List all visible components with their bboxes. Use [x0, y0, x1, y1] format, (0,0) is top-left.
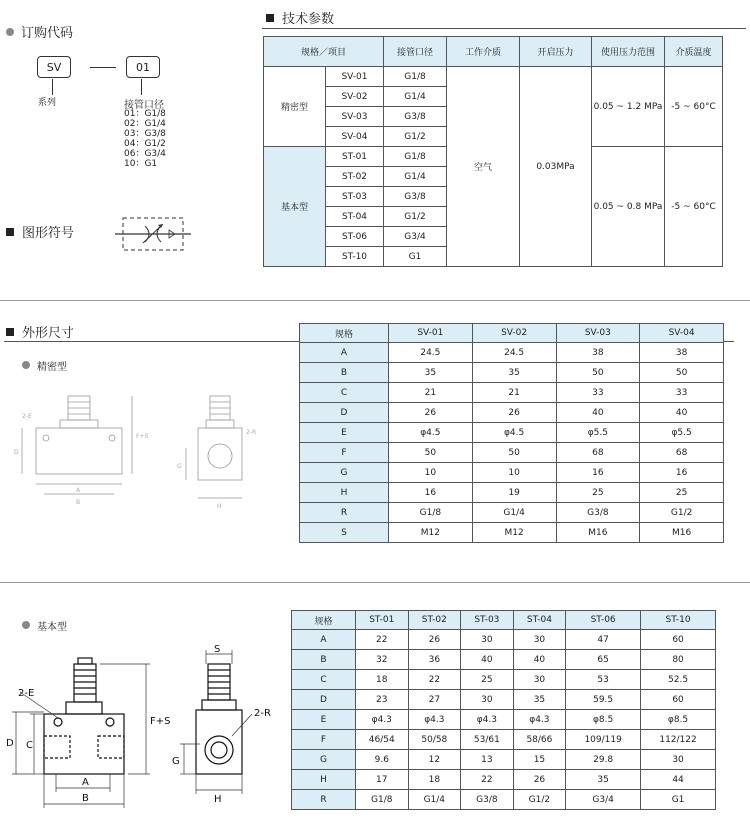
table-cell: 50 [389, 443, 473, 463]
table-header: ST-06 [566, 611, 641, 630]
basic-outline-drawing [0, 640, 290, 820]
table-cell: 29.8 [566, 750, 641, 770]
table-cell: φ8.5 [641, 710, 716, 730]
table-header: SV-04 [640, 324, 724, 343]
table-cell: G3/4 [384, 227, 447, 247]
table-cell: φ4.3 [356, 710, 409, 730]
table-cell: 26 [472, 403, 556, 423]
table-cell: G1/8 [389, 503, 473, 523]
range-basic-cell: 0.05 ~ 0.8 MPa [592, 147, 665, 267]
callout-label: 2-E [18, 688, 35, 699]
table-cell: 40 [640, 403, 724, 423]
table-cell: 24.5 [472, 343, 556, 363]
table-cell: 27 [408, 690, 461, 710]
table-cell: 30 [461, 690, 514, 710]
table-cell: ST-10 [326, 247, 384, 267]
table-cell: G1/2 [513, 790, 566, 810]
crack-pressure-cell: 0.03MPa [520, 67, 592, 267]
group-precise: 精密型 [264, 67, 326, 147]
table-cell: 25 [461, 670, 514, 690]
table-cell: 19 [472, 483, 556, 503]
table-cell: G3/8 [384, 107, 447, 127]
table-cell: 60 [641, 690, 716, 710]
divider [262, 28, 746, 29]
table-cell: φ4.3 [513, 710, 566, 730]
dim-label-h: H [214, 794, 222, 805]
table-cell: A [292, 630, 356, 650]
table-cell: G3/8 [461, 790, 514, 810]
table-cell: M12 [472, 523, 556, 543]
table-cell: C [292, 670, 356, 690]
table-header: ST-03 [461, 611, 514, 630]
dim-label-d: D [6, 738, 14, 749]
table-cell: φ4.3 [408, 710, 461, 730]
table-cell: 112/122 [641, 730, 716, 750]
table-header: 规格 [292, 611, 356, 630]
table-cell: φ8.5 [566, 710, 641, 730]
table-cell: φ5.5 [640, 423, 724, 443]
table-cell: 33 [556, 383, 640, 403]
dim-label-s: S [214, 644, 221, 655]
tech-heading: 技术参数 [266, 8, 334, 27]
table-cell: G3/4 [566, 790, 641, 810]
table-cell: 24.5 [389, 343, 473, 363]
dim-label-g: G [177, 463, 182, 470]
table-cell: 16 [389, 483, 473, 503]
bullet-icon [6, 328, 14, 336]
table-cell: 30 [641, 750, 716, 770]
tech-params-table [263, 36, 723, 267]
table-cell: M16 [640, 523, 724, 543]
table-cell: 50 [640, 363, 724, 383]
dim-label-b: B [76, 499, 81, 506]
code-connector [90, 67, 116, 68]
table-cell: 40 [556, 403, 640, 423]
table-cell: 22 [356, 630, 409, 650]
temp-precise-cell: -5 ~ 60°C [665, 67, 723, 147]
group-basic: 基本型 [264, 147, 326, 267]
table-cell: 16 [556, 463, 640, 483]
table-cell: G1/4 [384, 87, 447, 107]
flow-control-symbol-icon [115, 210, 191, 256]
table-cell: φ4.5 [389, 423, 473, 443]
dim-label-g: G [172, 756, 180, 767]
table-cell: 50 [556, 363, 640, 383]
table-cell: 65 [566, 650, 641, 670]
dim-label-f: F+S [150, 716, 171, 727]
table-cell: 26 [513, 770, 566, 790]
table-cell: A [300, 343, 389, 363]
table-cell: ST-06 [326, 227, 384, 247]
port-option: 04：G1/2 [124, 139, 166, 149]
table-cell: ST-03 [326, 187, 384, 207]
table-cell: SV-02 [326, 87, 384, 107]
table-cell: φ5.5 [556, 423, 640, 443]
table-cell: 40 [461, 650, 514, 670]
order-code-heading: 订购代码 [6, 22, 73, 41]
table-cell: 25 [556, 483, 640, 503]
dim-label-a: A [76, 487, 81, 494]
table-cell: 53/61 [461, 730, 514, 750]
port-code-box: 01 [126, 56, 160, 78]
bullet-icon [266, 14, 274, 22]
table-cell: G1/2 [384, 127, 447, 147]
table-header: SV-02 [472, 324, 556, 343]
table-cell: ST-01 [326, 147, 384, 167]
series-code-box: SV [37, 56, 71, 78]
table-cell: 21 [389, 383, 473, 403]
table-cell: 10 [472, 463, 556, 483]
bullet-icon [6, 28, 14, 36]
table-cell: G1/4 [408, 790, 461, 810]
table-cell: 16 [640, 463, 724, 483]
table-cell: 18 [356, 670, 409, 690]
table-cell: 35 [566, 770, 641, 790]
table-cell: 17 [356, 770, 409, 790]
port-option: 01：G1/8 [124, 109, 166, 119]
table-cell: 26 [389, 403, 473, 423]
table-cell: 35 [513, 690, 566, 710]
table-cell: 68 [640, 443, 724, 463]
table-cell: G1/8 [384, 147, 447, 167]
table-cell: B [300, 363, 389, 383]
table-header: ST-10 [641, 611, 716, 630]
section-divider [0, 582, 750, 583]
table-cell: SV-04 [326, 127, 384, 147]
table-header: 介质温度 [665, 37, 723, 67]
dims-heading: 外形尺寸 [6, 322, 74, 341]
dim-label-a: A [82, 777, 89, 788]
table-cell: 30 [513, 630, 566, 650]
port-option: 02：G1/4 [124, 119, 166, 129]
precise-outline-drawing [14, 388, 274, 518]
sv-dimensions-table [299, 323, 724, 543]
table-cell: G1/2 [384, 207, 447, 227]
callout-label: 2-R [246, 429, 257, 436]
section-divider [0, 300, 750, 301]
bullet-icon [22, 621, 30, 629]
table-cell: 52.5 [641, 670, 716, 690]
symbol-heading: 图形符号 [6, 222, 74, 241]
table-cell: 33 [640, 383, 724, 403]
temp-basic-cell: -5 ~ 60°C [665, 147, 723, 267]
table-header: SV-01 [389, 324, 473, 343]
table-cell: 58/66 [513, 730, 566, 750]
table-cell: 13 [461, 750, 514, 770]
medium-cell: 空气 [447, 67, 520, 267]
table-header: 开启压力 [520, 37, 592, 67]
port-option: 06：G3/4 [124, 149, 166, 159]
table-cell: 59.5 [566, 690, 641, 710]
callout-label: 2-R [254, 708, 271, 719]
table-cell: φ4.3 [461, 710, 514, 730]
table-cell: G1/4 [384, 167, 447, 187]
table-cell: C [300, 383, 389, 403]
table-cell: 26 [408, 630, 461, 650]
table-cell: G1 [641, 790, 716, 810]
table-cell: D [292, 690, 356, 710]
table-cell: 50 [472, 443, 556, 463]
table-cell: E [300, 423, 389, 443]
table-cell: φ4.5 [472, 423, 556, 443]
table-cell: M12 [389, 523, 473, 543]
dim-label-b: B [82, 793, 89, 804]
table-cell: 40 [513, 650, 566, 670]
table-cell: 44 [641, 770, 716, 790]
table-cell: G1/8 [356, 790, 409, 810]
port-label: 接管口径 [124, 100, 164, 111]
table-cell: 12 [408, 750, 461, 770]
table-cell: 22 [408, 670, 461, 690]
table-cell: 46/54 [356, 730, 409, 750]
table-header: 工作介质 [447, 37, 520, 67]
table-cell: H [300, 483, 389, 503]
table-cell: 22 [461, 770, 514, 790]
table-cell: 35 [389, 363, 473, 383]
port-option: 10：G1 [124, 159, 158, 169]
table-cell: G1/8 [384, 67, 447, 87]
basic-subheading: 基本型 [22, 618, 67, 633]
table-cell: 36 [408, 650, 461, 670]
table-cell: 38 [640, 343, 724, 363]
table-cell: 21 [472, 383, 556, 403]
table-header: SV-03 [556, 324, 640, 343]
table-cell: E [292, 710, 356, 730]
table-header: ST-04 [513, 611, 566, 630]
table-header: 规格／项目 [264, 37, 384, 67]
table-header: ST-01 [356, 611, 409, 630]
table-cell: B [292, 650, 356, 670]
table-cell: 15 [513, 750, 566, 770]
table-cell: R [292, 790, 356, 810]
dim-label-h: H [217, 503, 222, 510]
table-cell: ST-02 [326, 167, 384, 187]
dim-label-f: F+S [136, 433, 149, 440]
range-precise-cell: 0.05 ~ 1.2 MPa [592, 67, 665, 147]
table-cell: S [300, 523, 389, 543]
table-cell: 53 [566, 670, 641, 690]
table-cell: 30 [461, 630, 514, 650]
port-options-list [124, 109, 166, 169]
table-cell: 25 [640, 483, 724, 503]
dim-label-c: C [26, 740, 33, 751]
table-cell: 18 [408, 770, 461, 790]
table-header: 接管口径 [384, 37, 447, 67]
table-cell: G1/2 [640, 503, 724, 523]
series-leader [52, 79, 53, 95]
table-cell: G1 [384, 247, 447, 267]
table-cell: G1/4 [472, 503, 556, 523]
table-cell: R [300, 503, 389, 523]
table-cell: 109/119 [566, 730, 641, 750]
table-cell: 60 [641, 630, 716, 650]
table-cell: 32 [356, 650, 409, 670]
series-label: 系列 [38, 98, 57, 108]
table-cell: 50/58 [408, 730, 461, 750]
table-cell: M16 [556, 523, 640, 543]
table-cell: 10 [389, 463, 473, 483]
table-cell: 68 [556, 443, 640, 463]
table-cell: ST-04 [326, 207, 384, 227]
table-cell: F [300, 443, 389, 463]
table-cell: SV-03 [326, 107, 384, 127]
dim-label-d: D [14, 449, 19, 456]
table-cell: 47 [566, 630, 641, 650]
table-cell: G [292, 750, 356, 770]
port-leader [141, 79, 142, 95]
table-cell: 30 [513, 670, 566, 690]
table-cell: G [300, 463, 389, 483]
table-header: 使用压力范围 [592, 37, 665, 67]
table-cell: 35 [472, 363, 556, 383]
precise-subheading: 精密型 [22, 358, 67, 373]
port-option: 03：G3/8 [124, 129, 166, 139]
table-cell: F [292, 730, 356, 750]
table-cell: D [300, 403, 389, 423]
table-cell: 38 [556, 343, 640, 363]
table-cell: SV-01 [326, 67, 384, 87]
callout-label: 2-E [22, 413, 32, 420]
bullet-icon [6, 228, 14, 236]
table-cell: G3/8 [556, 503, 640, 523]
table-cell: 80 [641, 650, 716, 670]
table-header: 规格 [300, 324, 389, 343]
table-cell: G3/8 [384, 187, 447, 207]
st-dimensions-table [291, 610, 716, 810]
table-cell: H [292, 770, 356, 790]
table-header: ST-02 [408, 611, 461, 630]
table-cell: 23 [356, 690, 409, 710]
table-cell: 9.6 [356, 750, 409, 770]
bullet-icon [22, 361, 30, 369]
